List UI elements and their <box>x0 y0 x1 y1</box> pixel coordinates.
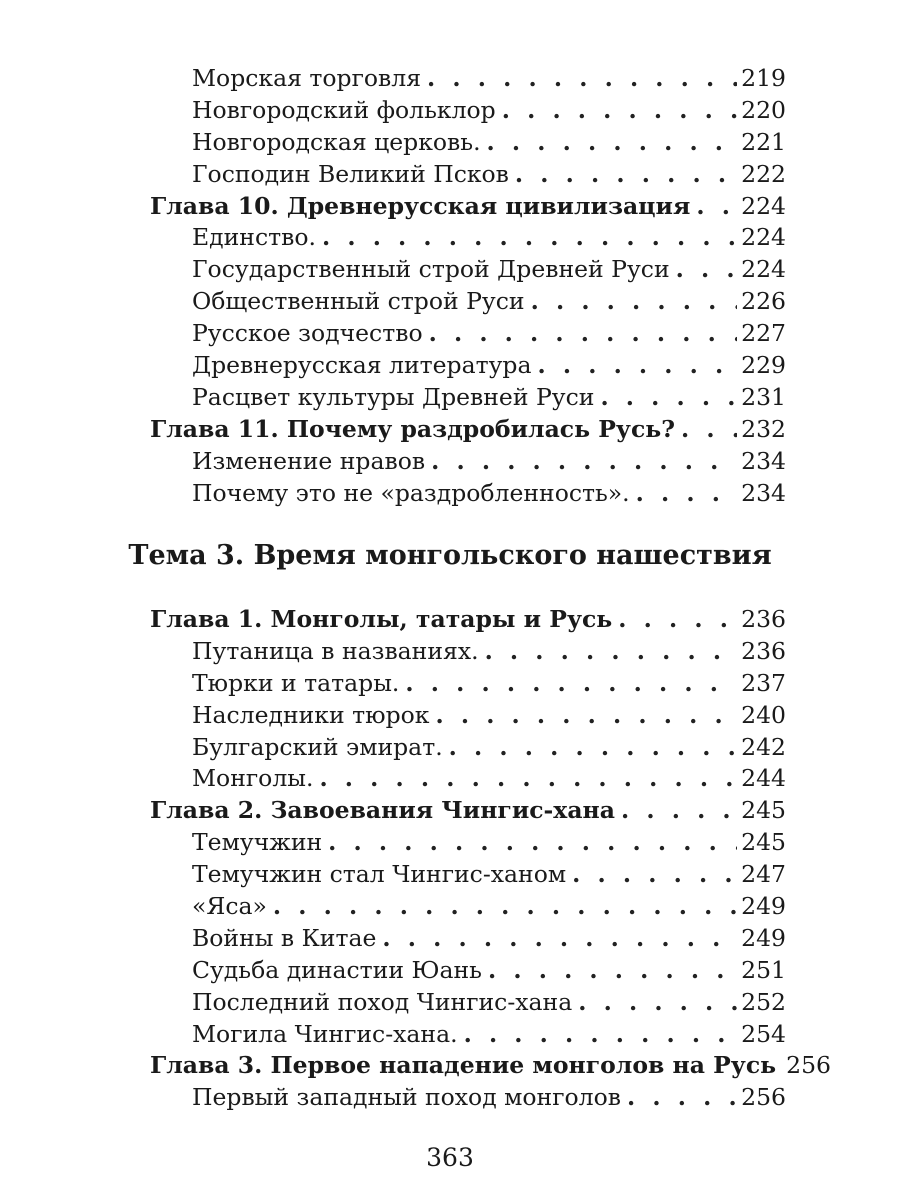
toc-entry-page: 234 <box>741 478 786 507</box>
dot-leader <box>600 382 737 414</box>
toc-subentry <box>150 95 786 127</box>
toc-entry-title: Булгарский эмират. <box>192 732 443 761</box>
dot-leader <box>515 159 737 191</box>
toc-entry-title: Глава 3. Первое нападение монголов на Русь <box>150 1051 777 1080</box>
toc-entry-title: Тюрки и татары. <box>192 668 400 697</box>
toc-entry-page: 245 <box>741 828 786 857</box>
toc-entry-page: 256 <box>741 1083 786 1112</box>
toc-subentry <box>150 478 786 510</box>
toc-entry-page: 247 <box>741 860 786 889</box>
dot-leader <box>431 446 737 478</box>
toc-entry-title: Общественный строй Руси <box>192 287 525 316</box>
toc-entry-page: 245 <box>741 796 786 825</box>
toc-entry-page: 252 <box>741 987 786 1016</box>
dot-leader <box>322 222 737 254</box>
toc-entry-page: 234 <box>741 446 786 475</box>
toc-subentry <box>150 1019 786 1051</box>
toc-entry-page: 224 <box>741 255 786 284</box>
toc-subentry <box>150 254 786 286</box>
toc-list-part1 <box>150 63 786 509</box>
toc-entry-page: 219 <box>741 64 786 92</box>
toc-subentry <box>150 286 786 318</box>
dot-leader <box>696 191 737 223</box>
toc-entry-page: 249 <box>741 892 786 921</box>
dot-leader <box>681 414 737 446</box>
toc-subentry <box>150 923 786 955</box>
toc-entry-page: 249 <box>741 923 786 952</box>
dot-leader <box>537 350 737 382</box>
toc-entry-page: 242 <box>741 732 786 761</box>
toc-entry-page: 231 <box>741 382 786 411</box>
dot-leader <box>427 63 737 95</box>
toc-entry-title: Последний поход Чингис-хана <box>192 987 573 1016</box>
dot-leader <box>429 318 738 350</box>
toc-entry-page: 224 <box>741 191 786 220</box>
page-number: 363 <box>426 1143 474 1172</box>
toc-entry-title: Войны в Китае <box>192 923 377 952</box>
toc-subentry <box>150 636 786 668</box>
toc-entry-title: Могила Чингис-хана. <box>192 1019 458 1048</box>
toc-entry-page: 232 <box>741 414 786 443</box>
section-heading: Тема 3. Время монгольского нашествия <box>128 540 772 571</box>
toc-entry-page: 236 <box>741 636 786 665</box>
toc-subentry <box>150 955 786 987</box>
dot-leader <box>488 955 737 987</box>
toc-entry-title: Глава 2. Завоевания Чингис-хана <box>150 796 615 825</box>
toc-entry-page: 227 <box>741 319 786 348</box>
toc-entry-page: 226 <box>741 287 786 316</box>
toc-entry-title: Морская торговля <box>192 64 422 92</box>
dot-leader <box>618 604 737 636</box>
dot-leader <box>405 668 737 700</box>
toc-chapter-entry <box>150 414 786 446</box>
toc-entry-title: Глава 10. Древнерусская цивилизация <box>150 191 691 220</box>
toc-chapter-entry <box>150 795 786 827</box>
toc-entry-page: 237 <box>741 668 786 697</box>
toc-entry-title: Изменение нравов <box>192 446 426 475</box>
toc-entry-page: 220 <box>741 95 786 124</box>
dot-leader <box>636 478 737 510</box>
dot-leader <box>449 732 737 764</box>
toc-entry-page: 236 <box>741 605 786 633</box>
toc-subentry <box>150 318 786 350</box>
toc-entry-page: 256 <box>786 1051 831 1080</box>
toc-entry-title: Новгородский фольклор <box>192 95 496 124</box>
toc-list-part2 <box>150 604 831 1114</box>
dot-leader <box>319 763 737 795</box>
toc-entry-title: Наследники тюрок <box>192 700 430 729</box>
toc-subentry <box>150 382 786 414</box>
toc-entry-page: 222 <box>741 159 786 188</box>
dot-leader <box>502 95 737 127</box>
toc-subentry <box>150 732 786 764</box>
toc-subentry <box>150 159 786 191</box>
toc-subentry <box>150 827 786 859</box>
toc-entry-page: 254 <box>741 1019 786 1048</box>
toc-entry-page: 224 <box>741 223 786 252</box>
dot-leader <box>572 859 737 891</box>
toc-entry-title: Единство. <box>192 223 316 252</box>
dot-leader <box>621 795 737 827</box>
dot-leader <box>273 891 737 923</box>
toc-subentry <box>150 987 786 1019</box>
toc-entry-title: Древнерусская литература <box>192 351 532 380</box>
dot-leader <box>676 254 738 286</box>
toc-entry-page: 229 <box>741 351 786 380</box>
toc-subentry <box>150 350 786 382</box>
toc-entry-title: Первый западный поход монголов <box>192 1083 621 1112</box>
toc-entry-title: Темучжин стал Чингис-ханом <box>192 860 567 889</box>
toc-chapter-entry <box>150 1050 831 1082</box>
dot-leader <box>578 987 737 1019</box>
toc-subentry <box>150 668 786 700</box>
toc-entry-title: Расцвет культуры Древней Руси <box>192 382 595 411</box>
toc-subentry <box>150 127 786 159</box>
toc-entry-title: Путаница в названиях. <box>192 636 479 665</box>
toc-entry-title: Русское зодчество <box>192 319 423 348</box>
dot-leader <box>627 1082 737 1114</box>
toc-entry-title: Новгородская церковь. <box>192 127 481 156</box>
toc-entry-title: Судьба династии Юань <box>192 955 482 984</box>
dot-leader <box>328 827 737 859</box>
toc-subentry <box>150 63 786 95</box>
toc-entry-page: 251 <box>741 955 786 984</box>
toc-subentry <box>150 1082 786 1114</box>
toc-entry-title: «Яса» <box>192 892 267 921</box>
dot-leader <box>464 1019 738 1051</box>
toc-chapter-entry <box>150 191 786 223</box>
dot-leader <box>487 127 738 159</box>
toc-subentry <box>150 763 786 795</box>
toc-entry-title: Господин Великий Псков <box>192 159 509 188</box>
toc-entry-title: Глава 11. Почему раздробилась Русь? <box>150 414 675 443</box>
dot-leader <box>435 700 737 732</box>
toc-subentry <box>150 859 786 891</box>
toc-entry-title: Государственный строй Древней Руси <box>192 255 670 284</box>
toc-chapter-entry <box>150 604 786 636</box>
toc-subentry <box>150 891 786 923</box>
toc-subentry <box>150 700 786 732</box>
dot-leader <box>485 636 738 668</box>
toc-entry-page: 240 <box>741 700 786 729</box>
toc-entry-title: Монголы. <box>192 764 314 793</box>
dot-leader <box>382 923 737 955</box>
toc-entry-title: Почему это не «раздробленность». <box>192 478 630 507</box>
toc-entry-page: 221 <box>741 127 786 156</box>
dot-leader <box>531 286 738 318</box>
toc-subentry <box>150 222 786 254</box>
toc-entry-page: 244 <box>741 764 786 793</box>
toc-subentry <box>150 446 786 478</box>
toc-entry-title: Темучжин <box>192 828 323 857</box>
toc-entry-title: Глава 1. Монголы, татары и Русь <box>150 605 613 633</box>
